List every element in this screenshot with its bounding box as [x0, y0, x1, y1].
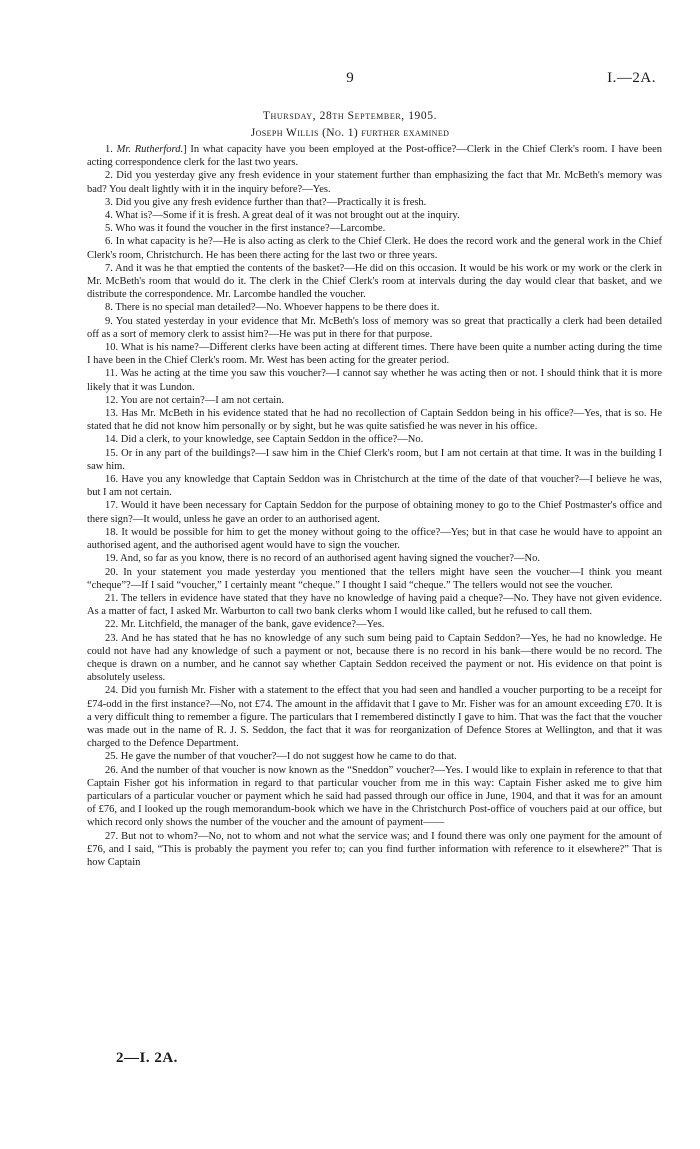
question-number: 25.: [105, 751, 119, 763]
question-number: 11.: [105, 368, 118, 380]
testimony-body: [87, 143, 662, 869]
testimony-paragraph: [87, 684, 662, 750]
printer-signature: 2—I. 2A.: [116, 1050, 178, 1066]
question-number: 19.: [105, 553, 119, 565]
testimony-paragraph: [87, 499, 662, 525]
testimony-text: Who was it found the voucher in the first instance?—Larcombe.: [115, 223, 386, 235]
question-number: 26.: [105, 764, 119, 776]
testimony-paragraph: [87, 764, 662, 830]
question-number: 21.: [105, 592, 119, 604]
testimony-paragraph: [87, 262, 662, 302]
testimony-text: You stated yesterday in your evidence that Mr. McBeth's loss of memory was so great that practically a clerk had been detailed off as a sort of memory clerk to assist him?—He was put in there for that purpose.: [87, 315, 662, 340]
testimony-text: Did a clerk, to your knowledge, see Captain Seddon in the office?—No.: [120, 434, 424, 446]
question-number: 24.: [105, 685, 119, 697]
testimony-paragraph: [87, 222, 662, 235]
testimony-text: Has Mr. McBeth in his evidence stated that he had no recollection of Captain Seddon being in his office?—Yes, that is so. He stated that he did not know him personally or by sight, but he was quite satisfied he was never in his office.: [87, 408, 663, 433]
testimony-text: In what capacity have you been employed at the Post-office?—Clerk in the Chief Clerk's room. I have been acting correspondence clerk for the last two years.: [87, 144, 663, 169]
testimony-text: The tellers in evidence have stated that they have no knowledge of having paid a cheque?—No. They have not given evidence. As a matter of fact, I asked Mr. Warburton to call two bank clerks whom I would like called, but he refused to call them.: [87, 592, 663, 618]
question-number: 13.: [105, 408, 119, 420]
testimony-text: It would be possible for him to get the money without going to the office?—Yes; but in that case he would have to appoint an authorised agent, and the authorised agent would have to sign the voucher.: [87, 526, 662, 552]
testimony-text: You are not certain?—I am not certain.: [120, 394, 285, 406]
testimony-paragraph: [87, 169, 662, 195]
question-number: 23.: [105, 632, 119, 644]
testimony-text: Did you yesterday give any fresh evidence in your statement further than emphasizing the fact that Mr. McBeth's memory was bad? You dealt lightly with it in the inquiry before?—Yes.: [87, 170, 663, 195]
testimony-paragraph: [87, 367, 662, 393]
testimony-paragraph: 1. Mr. Rutherford.] In what capacity have you been employed at the Post-office?—Clerk in the Chief Clerk's room. I have been acting correspondence clerk for the last two years.: [87, 144, 663, 169]
question-number: 3.: [105, 196, 113, 208]
question-number: 22.: [105, 619, 119, 631]
question-number: 4.: [105, 210, 113, 222]
testimony-text: Or in any part of the buildings?—I saw him in the Chief Clerk's room, but I am not certain at that time. It was in the building I saw him.: [87, 447, 663, 472]
testimony-text: Would it have been necessary for Captain Seddon for the purpose of obtaining money to go to the Chief Postmaster's office and there sign?—It would, unless he gave an order to an authorised agent.: [87, 500, 662, 525]
testimony-text: Have you any knowledge that Captain Seddon was in Christchurch at the time of the date of that voucher?—I believe he was, but I am not certain.: [87, 474, 662, 499]
question-number: 14.: [105, 434, 119, 446]
question-number: 20.: [105, 566, 119, 578]
testimony-paragraph: [87, 394, 662, 407]
question-number: 7.: [105, 262, 113, 274]
testimony-text: And the number of that voucher is now known as the “Sneddon” voucher?—Yes. I would like to explain in reference to that that Captain Fisher got his information in regard to that particular voucher from me in this way: Captain Fisher asked me to give him particulars of a particular voucher or payment which he said had passed through our office in June, 1904, and that it was for an amount of £76, and I looked up the rough memorandum-book which we have in the Christchurch Post-office of vouchers paid at our office, but which record only shows the number of the voucher and the amount of payment——: [87, 764, 662, 829]
testimony-paragraph: [87, 552, 662, 565]
question-number: 17.: [105, 500, 119, 512]
document-reference: I.—2A.: [607, 70, 656, 86]
testimony-paragraph: [87, 750, 662, 763]
question-number: 15.: [105, 447, 119, 459]
testimony-paragraph: [87, 209, 662, 222]
testimony-paragraph: [87, 830, 662, 870]
page-number: 9: [346, 70, 354, 86]
testimony-text: There is no special man detailed?—No. Whoever happens to be there does it.: [115, 302, 440, 314]
testimony-text: And it was he that emptied the contents of the basket?—He did on this occasion. It would be his work or my work or the clerk in Mr. McBeth's room that would do it. The clerk in the Chief Clerk's room at intervals during the day would clear that basket, and we distribute the correspondence. Mr. Larcombe handled the voucher.: [87, 262, 663, 301]
session-date-heading: Thursday, 28th September, 1905.: [262, 110, 438, 122]
testimony-paragraph: [87, 447, 662, 473]
question-number: 6.: [105, 236, 113, 248]
question-number: 8.: [105, 302, 113, 314]
testimony-text: What is?—Some if it is fresh. A great deal of it was not brought out at the inquiry.: [115, 210, 460, 222]
question-number: 5.: [105, 223, 113, 235]
testimony-text: Was he acting at the time you saw this voucher?—I cannot say whether he was acting then or not. I should think that it is more likely that it was Lundon.: [87, 368, 662, 393]
testimony-paragraph: [87, 341, 662, 367]
testimony-paragraph: [87, 632, 662, 685]
question-number: 10.: [105, 342, 119, 354]
testimony-text: Mr. Litchfield, the manager of the bank, gave evidence?—Yes.: [120, 619, 385, 631]
testimony-paragraph: [87, 315, 662, 341]
testimony-paragraph: [87, 235, 662, 261]
question-number: 16.: [105, 474, 119, 486]
testimony-paragraph: [87, 526, 662, 552]
question-number: 2.: [105, 170, 113, 182]
testimony-text: And, so far as you know, there is no record of an authorised agent having signed the voucher?—No.: [120, 553, 540, 565]
question-number: 18.: [105, 526, 119, 538]
testimony-text: What is his name?—Different clerks have been acting at different times. There have been quite a number acting during the time I have been in the Chief Clerk's room. Mr. West has been acting for the greater period.: [87, 342, 662, 367]
testimony-text: Did you give any fresh evidence further than that?—Practically it is fresh.: [115, 196, 427, 208]
testimony-text: He gave the number of that voucher?—I do not suggest how he came to do that.: [120, 751, 457, 763]
testimony-paragraph: [87, 566, 662, 592]
testimony-paragraph: [87, 473, 662, 499]
testimony-paragraph: [87, 618, 662, 631]
question-number: 12.: [105, 394, 119, 406]
testimony-text: And he has stated that he has no knowledge of any such sum being paid to Captain Seddon?—Yes, he had no knowledge. He could not have had any knowledge of such a payment or not, because there is no record in his bank—there would be no record. The cheque is drawn on a number, and he cannot say whether Captain Seddon received the payment or not. His evidence on that point is absolutely useless.: [87, 632, 663, 684]
question-number: 1.: [105, 144, 113, 155]
testimony-text: But not to whom?—No, not to whom and not what the service was; and I found there was only one payment for the amount of £76, and I said, “This is probably the payment you refer to; can you find further information with reference to it elsewhere?” That is how Captain: [87, 830, 663, 868]
testimony-paragraph: [87, 196, 662, 209]
testimony-text: Did you furnish Mr. Fisher with a statement to the effect that you had seen and handled a voucher purporting to be a receipt for £74-odd in the first instance?—No, not £74. The amount in the affidavit that I gave to Mr. Fisher was for an amount exceeding £70. It is a very difficult thing to remember a figure. The particulars that I remembered distinctly I gave to him. That was the fact that the voucher was made out in the name of R. J. S. Seddon, the fact that it was for reorganization of Defence Stores at Wellington, and that it was charged to the Defence Department.: [87, 685, 663, 750]
testimony-text: In what capacity is he?—He is also acting as clerk to the Chief Clerk. He does the record work and the general work in the Chief Clerk's room, Christchurch. He has been there acting for the last two or three years.: [87, 236, 663, 261]
testimony-paragraph: [87, 433, 662, 446]
testimony-paragraph: [87, 301, 662, 314]
question-number: 27.: [105, 830, 119, 842]
testimony-text: In your statement you made yesterday you mentioned that the tellers might have seen the voucher—I think you meant “cheque”?—If I said “voucher,” I certainly meant “cheque.” I thought I said “cheque.” The tellers would not see the voucher.: [87, 566, 662, 591]
testimony-paragraph: [87, 592, 662, 618]
witness-heading: Joseph Willis (No. 1) further examined: [250, 127, 450, 139]
speaker-name: Mr. Rutherford.: [116, 144, 184, 155]
testimony-paragraph: [87, 407, 662, 433]
question-number: 9.: [105, 315, 113, 327]
